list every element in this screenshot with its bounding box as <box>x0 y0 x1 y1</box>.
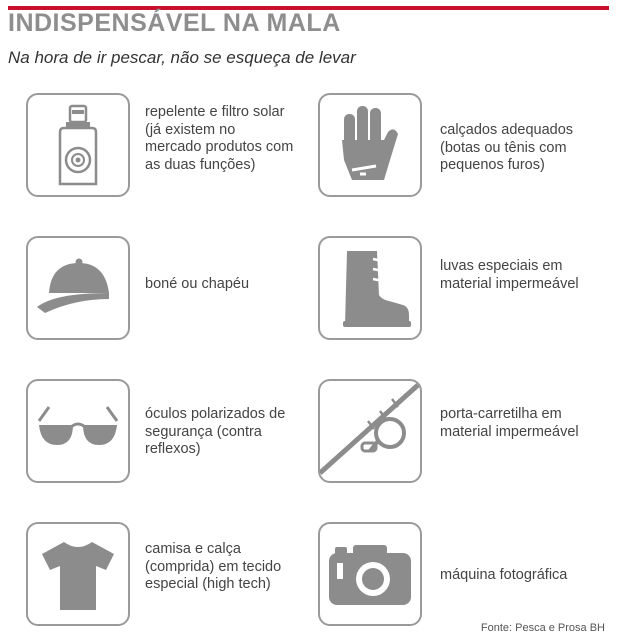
label-clothing: camisa e calça (comprida) em tecido especial (high tech) <box>145 541 282 592</box>
sunglasses-icon <box>35 401 121 461</box>
cap-icon <box>35 253 121 323</box>
label-gloves-special: luvas especiais em material impermeável <box>440 258 579 292</box>
label-cap: boné ou chapéu <box>145 276 250 292</box>
repellent-bottle-icon <box>38 102 118 188</box>
source-note: Fonte: Pesca e Prosa BH <box>480 622 605 634</box>
label-sunglasses: óculos polarizados de segurança (contra reflexos) <box>145 406 286 457</box>
label-reel-case: porta-carretilha em material impermeável <box>440 406 579 440</box>
boot-icon <box>327 245 413 331</box>
fishing-rod-reel-icon <box>320 381 420 481</box>
card-sunglasses <box>26 379 130 483</box>
card-camera <box>318 522 422 626</box>
card-repellent <box>26 93 130 197</box>
card-fishing-rod <box>318 379 422 483</box>
page-subtitle: Na hora de ir pescar, não se esqueça de levar <box>8 48 356 67</box>
label-camera: máquina fotográfica <box>440 567 568 583</box>
card-boot <box>318 236 422 340</box>
page-title: INDISPENSÁVEL NA MALA <box>8 9 341 37</box>
card-gloves <box>318 93 422 197</box>
label-repellent: repelente e filtro solar (já existem no mercado produtos com as duas funções) <box>145 104 294 173</box>
camera-icon <box>327 539 413 609</box>
card-tshirt <box>26 522 130 626</box>
tshirt-icon <box>38 534 118 614</box>
gloves-icon <box>330 102 410 188</box>
label-footwear: calçados adequados (botas ou tênis com pequenos furos) <box>440 122 574 173</box>
card-cap <box>26 236 130 340</box>
